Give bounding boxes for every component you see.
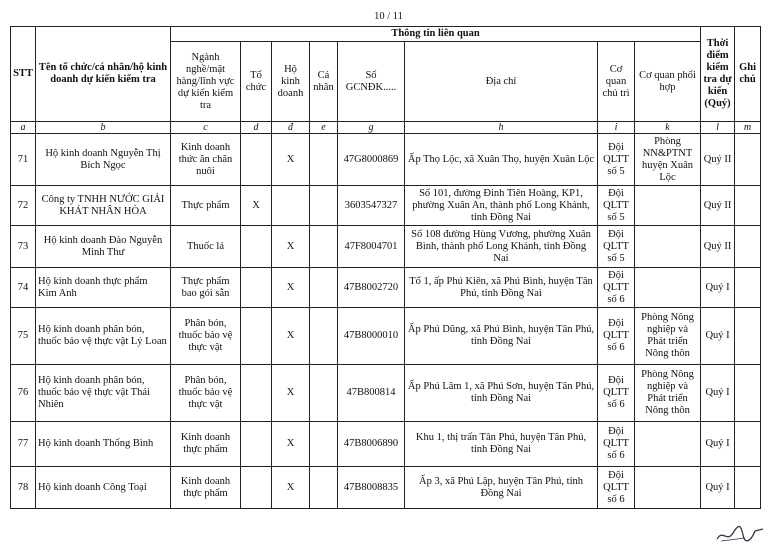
column-letter: a	[11, 122, 36, 134]
cell-time: Quý II	[701, 226, 735, 268]
cell-time: Quý II	[701, 186, 735, 226]
cell-org	[241, 467, 272, 509]
table-row	[11, 268, 761, 308]
cell-name: Hộ kinh doanh Đào Nguyễn Minh Thư	[36, 226, 171, 268]
column-letter: e	[310, 122, 338, 134]
cell-name: Hộ kinh doanh phân bón, thuốc bảo vệ thực vật Lý Loan	[36, 308, 171, 365]
cell-name: Hộ kinh doanh Thống Bình	[36, 422, 171, 467]
cell-stt: 73	[11, 226, 36, 268]
inspection-table	[10, 26, 761, 509]
cell-stt: 78	[11, 467, 36, 509]
cell-address: Ấp Phú Dũng, xã Phú Bình, huyện Tân Phú, tỉnh Đồng Nai	[405, 308, 598, 365]
cell-individual	[310, 365, 338, 422]
cell-household: X	[272, 268, 310, 308]
cell-note	[735, 467, 761, 509]
cell-address: Khu 1, thị trấn Tân Phú, huyện Tân Phú, tỉnh Đồng Nai	[405, 422, 598, 467]
cell-lead-agency: Đội QLTT số 6	[598, 268, 635, 308]
cell-individual	[310, 308, 338, 365]
header-org: Tổ chức	[241, 42, 272, 122]
signature-mark	[715, 521, 765, 545]
column-letter: m	[735, 122, 761, 134]
cell-stt: 77	[11, 422, 36, 467]
cell-individual	[310, 134, 338, 186]
cell-address: Ấp Phú Lâm 1, xã Phú Sơn, huyện Tân Phú, tỉnh Đồng Nai	[405, 365, 598, 422]
cell-time: Quý I	[701, 308, 735, 365]
cell-lead-agency: Đội QLTT số 5	[598, 134, 635, 186]
header-address: Địa chỉ	[405, 42, 598, 122]
cell-note	[735, 134, 761, 186]
column-letter: d	[241, 122, 272, 134]
page-number: 10 / 11	[374, 11, 403, 22]
cell-cert: 3603547327	[338, 186, 405, 226]
cell-address: Ấp 3, xã Phú Lập, huyện Tân Phú, tỉnh Đồng Nai	[405, 467, 598, 509]
column-letter: g	[338, 122, 405, 134]
cell-name: Công ty TNHH NƯỚC GIẢI KHÁT NHÂN HÒA	[36, 186, 171, 226]
cell-lead-agency: Đội QLTT số 5	[598, 226, 635, 268]
header-sector: Ngành nghề/mặt hàng/lĩnh vực dự kiến kiểm tra	[171, 42, 241, 122]
cell-lead-agency: Đội QLTT số 6	[598, 422, 635, 467]
header-stt: STT	[11, 27, 36, 122]
cell-lead-agency: Đội QLTT số 6	[598, 308, 635, 365]
cell-sector: Kinh doanh thực phẩm	[171, 422, 241, 467]
header-household: Hộ kinh doanh	[272, 42, 310, 122]
cell-lead-agency: Đội QLTT số 6	[598, 365, 635, 422]
cell-stt: 75	[11, 308, 36, 365]
column-letter: h	[405, 122, 598, 134]
cell-org: X	[241, 186, 272, 226]
header-name: Tên tổ chức/cá nhân/hộ kinh doanh dự kiến kiểm tra	[36, 27, 171, 122]
cell-sector: Thực phẩm	[171, 186, 241, 226]
cell-coop-agency	[635, 186, 701, 226]
cell-cert: 47F8004701	[338, 226, 405, 268]
cell-org	[241, 134, 272, 186]
header-related-info: Thông tin liên quan	[171, 27, 701, 42]
column-letter: đ	[272, 122, 310, 134]
cell-coop-agency	[635, 226, 701, 268]
cell-coop-agency	[635, 467, 701, 509]
header-individual: Cá nhân	[310, 42, 338, 122]
cell-name: Hộ kinh doanh thực phẩm Kim Anh	[36, 268, 171, 308]
cell-address: Số 108 đường Hùng Vương, phường Xuân Bình, thành phố Long Khánh, tỉnh Đồng Nai	[405, 226, 598, 268]
cell-sector: Kinh doanh thực phẩm	[171, 467, 241, 509]
table-row	[11, 422, 761, 467]
cell-note	[735, 226, 761, 268]
column-letter: c	[171, 122, 241, 134]
cell-time: Quý I	[701, 467, 735, 509]
cell-org	[241, 268, 272, 308]
cell-note	[735, 186, 761, 226]
cell-note	[735, 422, 761, 467]
cell-note	[735, 365, 761, 422]
cell-org	[241, 365, 272, 422]
cell-address: Tổ 1, ấp Phú Kiên, xã Phú Bình, huyện Tân Phú, tỉnh Đồng Nai	[405, 268, 598, 308]
cell-address: Số 101, đường Đinh Tiên Hoàng, KP1, phường Xuân An, thành phố Long Khánh, tỉnh Đồng Nai	[405, 186, 598, 226]
table-row	[11, 308, 761, 365]
table-row	[11, 365, 761, 422]
cell-time: Quý I	[701, 365, 735, 422]
cell-note	[735, 308, 761, 365]
cell-cert: 47B800814	[338, 365, 405, 422]
cell-individual	[310, 186, 338, 226]
cell-cert: 47G8000869	[338, 134, 405, 186]
cell-org	[241, 226, 272, 268]
cell-name: Hộ kinh doanh phân bón, thuốc bảo vệ thực vật Thái Nhiên	[36, 365, 171, 422]
cell-individual	[310, 268, 338, 308]
column-letter: k	[635, 122, 701, 134]
cell-lead-agency: Đội QLTT số 5	[598, 186, 635, 226]
cell-lead-agency: Đội QLTT số 6	[598, 467, 635, 509]
cell-cert: 47B8006890	[338, 422, 405, 467]
cell-stt: 74	[11, 268, 36, 308]
cell-name: Hộ kinh doanh Nguyễn Thị Bích Ngọc	[36, 134, 171, 186]
column-letter: l	[701, 122, 735, 134]
cell-coop-agency: Phòng Nông nghiệp và Phát triển Nông thôn	[635, 365, 701, 422]
cell-cert: 47B8008835	[338, 467, 405, 509]
column-letter: b	[36, 122, 171, 134]
header-coop-agency: Cơ quan phối hợp	[635, 42, 701, 122]
header-lead-agency: Cơ quan chủ trì	[598, 42, 635, 122]
cell-note	[735, 268, 761, 308]
cell-stt: 76	[11, 365, 36, 422]
cell-coop-agency: Phòng NN&PTNT huyện Xuân Lộc	[635, 134, 701, 186]
cell-sector: Phân bón, thuốc bảo vệ thực vật	[171, 365, 241, 422]
table-row	[11, 134, 761, 186]
header-note: Ghi chú	[735, 27, 761, 122]
cell-household: X	[272, 422, 310, 467]
cell-org	[241, 422, 272, 467]
table-row	[11, 467, 761, 509]
cell-time: Quý II	[701, 134, 735, 186]
header-cert: Số GCNĐK.....	[338, 42, 405, 122]
column-letter: i	[598, 122, 635, 134]
header-time: Thời điểm kiểm tra dự kiến (Quý)	[701, 27, 735, 122]
cell-individual	[310, 467, 338, 509]
cell-sector: Thực phẩm bao gói sẵn	[171, 268, 241, 308]
cell-sector: Phân bón, thuốc bảo vệ thực vật	[171, 308, 241, 365]
cell-cert: 47B8002720	[338, 268, 405, 308]
cell-time: Quý I	[701, 422, 735, 467]
cell-household: X	[272, 226, 310, 268]
cell-stt: 71	[11, 134, 36, 186]
column-letter-row	[11, 122, 761, 134]
cell-household: X	[272, 308, 310, 365]
cell-time: Quý I	[701, 268, 735, 308]
cell-name: Hộ kinh doanh Công Toại	[36, 467, 171, 509]
cell-sector: Kinh doanh thức ăn chăn nuôi	[171, 134, 241, 186]
cell-sector: Thuốc lá	[171, 226, 241, 268]
cell-individual	[310, 226, 338, 268]
cell-coop-agency: Phòng Nông nghiệp và Phát triển Nông thôn	[635, 308, 701, 365]
cell-stt: 72	[11, 186, 36, 226]
cell-coop-agency	[635, 268, 701, 308]
cell-org	[241, 308, 272, 365]
cell-cert: 47B8000010	[338, 308, 405, 365]
cell-household: X	[272, 365, 310, 422]
cell-household: X	[272, 467, 310, 509]
cell-address: Ấp Thọ Lộc, xã Xuân Thọ, huyện Xuân Lộc	[405, 134, 598, 186]
cell-household	[272, 186, 310, 226]
table-row	[11, 186, 761, 226]
cell-household: X	[272, 134, 310, 186]
cell-coop-agency	[635, 422, 701, 467]
table-row	[11, 226, 761, 268]
cell-individual	[310, 422, 338, 467]
